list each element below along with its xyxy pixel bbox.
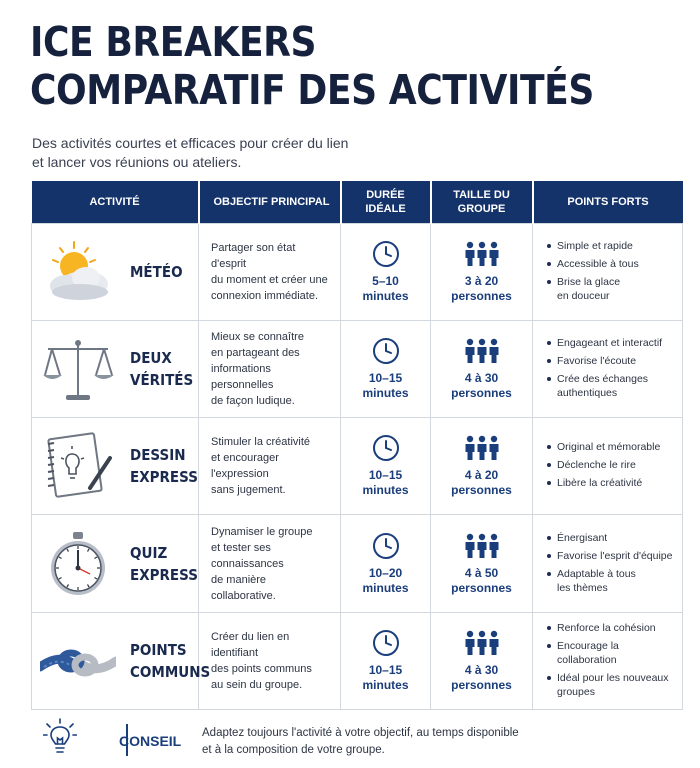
objective-line: de manière collaborative. (211, 573, 276, 602)
header-duration-line-2: IDÉALE (365, 202, 406, 215)
tip-text-line-1: Adaptez toujours l'activité à votre objectif, au temps disponible (202, 727, 519, 739)
activity-name-line: EXPRESS (130, 468, 198, 487)
activity-name-line: DESSIN (130, 446, 186, 465)
duration-line: minutes (362, 288, 409, 303)
strength-item (547, 531, 676, 545)
strengths-cell (533, 418, 683, 515)
objective-line: Partager son état d'esprit (211, 241, 296, 270)
table-header-row (32, 181, 683, 223)
group-size-line: personnes (451, 483, 512, 498)
group-size-line: 3 à 20 (464, 273, 499, 288)
rope-knot-icon (40, 627, 116, 695)
strengths-list (533, 336, 682, 400)
strengths-cell (533, 612, 683, 709)
table-body (32, 223, 683, 710)
objective-cell (199, 612, 341, 709)
strength-item (547, 440, 676, 454)
activity-name (130, 347, 193, 391)
table-row (32, 418, 683, 515)
clock-icon (372, 337, 400, 365)
group-size-cell (431, 223, 533, 320)
strength-text: Simple et rapide (557, 239, 633, 252)
duration-line: minutes (362, 483, 409, 498)
clock-icon (372, 629, 400, 657)
group-size-line: personnes (451, 385, 512, 400)
strengths-cell (533, 320, 683, 417)
strength-text: Idéal pour les nouveaux (557, 671, 669, 684)
strength-text: les thèmes (557, 581, 608, 594)
strength-text: Adaptable à tous (557, 567, 636, 580)
objective-line: des points communs (211, 662, 312, 675)
strength-item (547, 549, 676, 563)
group-size-line: personnes (451, 288, 512, 303)
strength-item (547, 239, 676, 253)
objective-cell (199, 418, 341, 515)
header-activity: ACTIVITÉ (32, 181, 199, 223)
lightbulb-icon (43, 718, 77, 758)
strength-item (547, 639, 676, 667)
activity-cell (32, 515, 199, 612)
group-size-line: personnes (451, 580, 512, 595)
comparison-table (31, 181, 683, 710)
objective-line: au sein du groupe. (211, 678, 303, 691)
duration-value (341, 371, 430, 401)
activity-name (130, 444, 198, 488)
clock-icon (372, 240, 400, 268)
strength-text: Accessible à tous (557, 257, 639, 270)
sketchbook-icon (40, 432, 116, 500)
objective-line: Dynamiser le groupe (211, 525, 313, 538)
activity-name-line: COMMUNS (130, 662, 211, 681)
strength-text: Engageant et interactif (557, 336, 663, 349)
duration-cell (341, 223, 431, 320)
group-people-icon (464, 240, 500, 268)
header-duration (341, 181, 431, 223)
duration-line: 10–15 (368, 370, 403, 385)
activity-cell (32, 223, 199, 320)
objective-line: de façon ludique. (211, 394, 295, 407)
strength-item (547, 372, 676, 400)
activity-name (130, 261, 183, 283)
activity-name-line: DEUX (130, 348, 172, 367)
header-size-line-2: GROUPE (457, 202, 506, 215)
duration-cell (341, 612, 431, 709)
duration-line: minutes (362, 677, 409, 692)
group-size-cell (431, 320, 533, 417)
duration-value (341, 274, 430, 304)
strength-text: Crée des échanges (557, 372, 649, 385)
objective-line: Stimuler la créativité (211, 436, 311, 449)
group-people-icon (464, 629, 500, 657)
activity-cell (32, 612, 211, 709)
duration-value (341, 468, 430, 498)
objective-cell (199, 223, 341, 320)
duration-cell (341, 418, 431, 515)
strength-text: Déclenche le rire (557, 459, 636, 472)
header-strengths: POINTS FORTS (533, 181, 683, 223)
objective-line: et encourager l'expression (211, 452, 279, 481)
activity-cell (32, 320, 199, 417)
clock-icon (372, 532, 400, 560)
table-row (32, 612, 683, 709)
objective-line: en partageant des (211, 346, 300, 359)
sun-cloud-icon (40, 238, 116, 306)
strength-text: Brise la glace (557, 275, 621, 288)
page-subtitle (32, 134, 452, 172)
header-objective: OBJECTIF PRINCIPAL (199, 181, 341, 223)
strength-text: Libère la créativité (557, 477, 643, 490)
strength-item (547, 458, 676, 472)
strength-text: Favorise l'esprit d'équipe (557, 549, 673, 562)
group-size-line: 4 à 20 (464, 468, 499, 483)
duration-cell (341, 515, 431, 612)
strengths-list (533, 239, 682, 303)
activity-name-line: QUIZ (130, 543, 168, 562)
strengths-cell (533, 223, 683, 320)
group-people-icon (464, 532, 500, 560)
tip-text (202, 725, 542, 759)
objective-line: connexion immédiate. (211, 289, 319, 302)
strength-text: Énergisant (557, 531, 608, 544)
activity-cell (32, 418, 199, 515)
header-size-line-1: TAILLE DU (453, 188, 510, 201)
header-group-size (431, 181, 533, 223)
objective-line: Mieux se connaître (211, 330, 304, 343)
strength-item (547, 567, 676, 595)
group-size-line: 4 à 30 (464, 370, 499, 385)
header-duration-line-1: DURÉE (366, 188, 405, 201)
activity-name-line: VÉRITÉS (130, 370, 194, 389)
tip-box (31, 712, 682, 766)
objective-line: et tester ses connaissances (211, 541, 284, 570)
group-size-value (431, 274, 532, 304)
group-size-value (431, 566, 532, 596)
group-size-cell (431, 612, 533, 709)
strengths-cell (533, 515, 683, 612)
strength-text: authentiques (557, 386, 618, 399)
strengths-list (533, 440, 682, 490)
stopwatch-icon (40, 530, 116, 598)
objective-cell (199, 320, 341, 417)
title-line-1: ICE BREAKERS (30, 18, 317, 66)
strength-item (547, 336, 676, 350)
strength-item (547, 671, 676, 699)
subtitle-line-1: Des activités courtes et efficaces pour créer du lien (32, 135, 349, 151)
clock-icon (372, 434, 400, 462)
strengths-list (533, 531, 682, 595)
group-size-value (431, 663, 532, 693)
table-row (32, 515, 683, 612)
group-size-line: 4 à 50 (464, 565, 499, 580)
strength-item (547, 257, 676, 271)
strengths-list (533, 621, 682, 699)
group-size-cell (431, 418, 533, 515)
activity-name-line: MÉTÉO (130, 262, 183, 281)
objective-line: informations personnelles (211, 362, 274, 391)
duration-line: minutes (362, 580, 409, 595)
duration-line: 5–10 (372, 273, 399, 288)
activity-name-line: EXPRESS (130, 565, 198, 584)
objective-cell (199, 515, 341, 612)
group-size-value (431, 468, 532, 498)
activity-name (130, 542, 198, 586)
duration-cell (341, 320, 431, 417)
activity-name (130, 639, 210, 683)
group-size-line: 4 à 30 (464, 662, 499, 677)
strength-text: Favorise l'écoute (557, 354, 637, 367)
duration-value (341, 566, 430, 596)
table-row (32, 223, 683, 320)
strength-text: Encourage la collaboration (557, 639, 619, 666)
activity-name-line: POINTS (130, 640, 187, 659)
tip-text-line-2: et à la composition de votre groupe. (202, 744, 385, 756)
duration-value (341, 663, 430, 693)
group-people-icon (464, 337, 500, 365)
strength-item (547, 275, 676, 303)
objective-line: sans jugement. (211, 484, 286, 497)
duration-line: minutes (362, 385, 409, 400)
strength-text: groupes (557, 685, 595, 698)
strength-text: en douceur (557, 289, 610, 302)
strength-item (547, 476, 676, 490)
strength-item (547, 354, 676, 368)
subtitle-line-2: et lancer vos réunions ou ateliers. (32, 154, 242, 170)
duration-line: 10–20 (368, 565, 403, 580)
objective-line: Créer du lien en identifiant (211, 630, 290, 659)
page-title (30, 18, 593, 114)
objective-line: du moment et créer une (211, 273, 328, 286)
scale-icon (40, 335, 116, 403)
group-size-line: personnes (451, 677, 512, 692)
group-people-icon (464, 434, 500, 462)
strength-item (547, 621, 676, 635)
group-size-value (431, 371, 532, 401)
duration-line: 10–15 (368, 662, 403, 677)
duration-line: 10–15 (368, 468, 403, 483)
strength-text: Renforce la cohésion (557, 621, 656, 634)
table-row (32, 320, 683, 417)
title-line-2: COMPARATIF DES ACTIVITÉS (30, 66, 594, 114)
strength-text: Original et mémorable (557, 441, 661, 454)
group-size-cell (431, 515, 533, 612)
tip-label: CONSEIL (119, 733, 182, 749)
